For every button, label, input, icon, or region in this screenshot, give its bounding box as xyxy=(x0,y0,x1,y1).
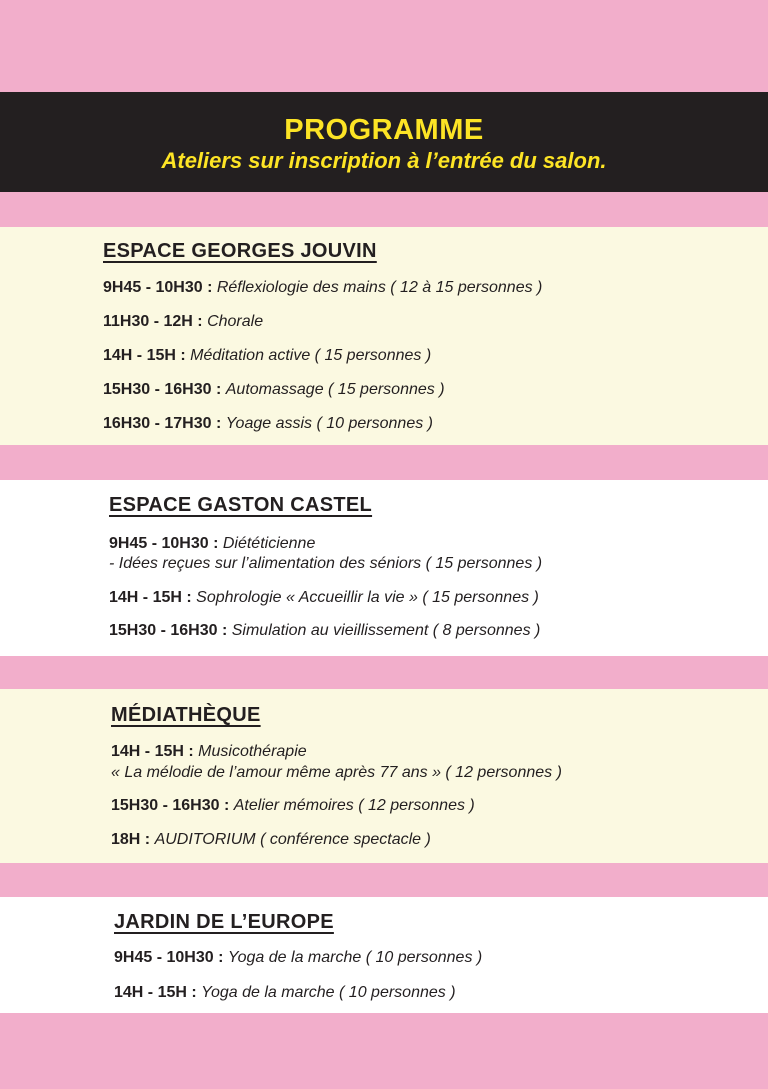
item-time: 9H45 - 10H30 : xyxy=(109,535,219,552)
item-description: Diététicienne xyxy=(222,535,316,552)
item-description: Réflexiologie des mains ( 12 à 15 personnes ) xyxy=(216,279,543,296)
section-jardin-de-l-europe xyxy=(0,897,768,1013)
section-title: ESPACE GASTON CASTEL xyxy=(109,494,373,516)
schedule-item xyxy=(103,380,445,400)
schedule-item xyxy=(111,830,431,850)
schedule-item xyxy=(114,948,482,968)
section-espace-georges-jouvin xyxy=(0,227,768,445)
item-description: Yoga de la marche ( 10 personnes ) xyxy=(201,984,456,1001)
item-time: 14H - 15H : xyxy=(109,589,192,606)
schedule-item xyxy=(103,346,431,366)
header-band xyxy=(0,92,768,192)
schedule-item xyxy=(103,278,542,298)
schedule-item-continuation xyxy=(109,554,542,574)
schedule-item-continuation xyxy=(111,763,562,783)
item-time: 18H : xyxy=(111,831,151,848)
section-title: JARDIN DE L’EUROPE xyxy=(114,911,334,933)
item-description: Méditation active ( 15 personnes ) xyxy=(190,347,432,364)
section-title: MÉDIATHÈQUE xyxy=(111,704,261,726)
item-time: 11H30 - 12H : xyxy=(103,313,203,330)
item-description: Automassage ( 15 personnes ) xyxy=(225,381,445,398)
item-description-line2: « La mélodie de l’amour même après 77 ans » ( 12 personnes ) xyxy=(111,764,562,781)
item-time: 14H - 15H : xyxy=(111,743,194,760)
schedule-item xyxy=(109,621,540,641)
item-description: Atelier mémoires ( 12 personnes ) xyxy=(233,797,475,814)
schedule-item xyxy=(103,414,433,434)
item-time: 9H45 - 10H30 : xyxy=(114,949,224,966)
item-time: 9H45 - 10H30 : xyxy=(103,279,213,296)
section-espace-gaston-castel xyxy=(0,480,768,656)
item-description: Yoage assis ( 10 personnes ) xyxy=(225,415,433,432)
item-description: Sophrologie « Accueillir la vie » ( 15 personnes ) xyxy=(196,589,539,606)
item-time: 15H30 - 16H30 : xyxy=(111,797,230,814)
page-subtitle: Ateliers sur inscription à l’entrée du salon. xyxy=(161,148,607,173)
item-time: 16H30 - 17H30 : xyxy=(103,415,222,432)
section-mediatheque xyxy=(0,689,768,863)
item-description: Chorale xyxy=(207,313,264,330)
item-description: Simulation au vieillissement ( 8 personnes ) xyxy=(231,622,541,639)
item-time: 15H30 - 16H30 : xyxy=(109,622,228,639)
item-description-line2: - Idées reçues sur l’alimentation des séniors ( 15 personnes ) xyxy=(109,555,543,572)
item-time: 15H30 - 16H30 : xyxy=(103,381,222,398)
item-time: 14H - 15H : xyxy=(114,984,197,1001)
item-description: Yoga de la marche ( 10 personnes ) xyxy=(227,949,483,966)
item-description: AUDITORIUM ( conférence spectacle ) xyxy=(154,831,431,848)
schedule-item xyxy=(109,588,539,608)
item-description: Musicothérapie xyxy=(198,743,307,760)
schedule-item xyxy=(111,742,307,762)
page-title: PROGRAMME xyxy=(284,114,484,146)
section-title: ESPACE GEORGES JOUVIN xyxy=(103,240,377,262)
item-time: 14H - 15H : xyxy=(103,347,186,364)
schedule-item xyxy=(111,796,475,816)
schedule-item xyxy=(109,534,315,554)
schedule-item xyxy=(114,983,456,1003)
schedule-item xyxy=(103,312,263,332)
